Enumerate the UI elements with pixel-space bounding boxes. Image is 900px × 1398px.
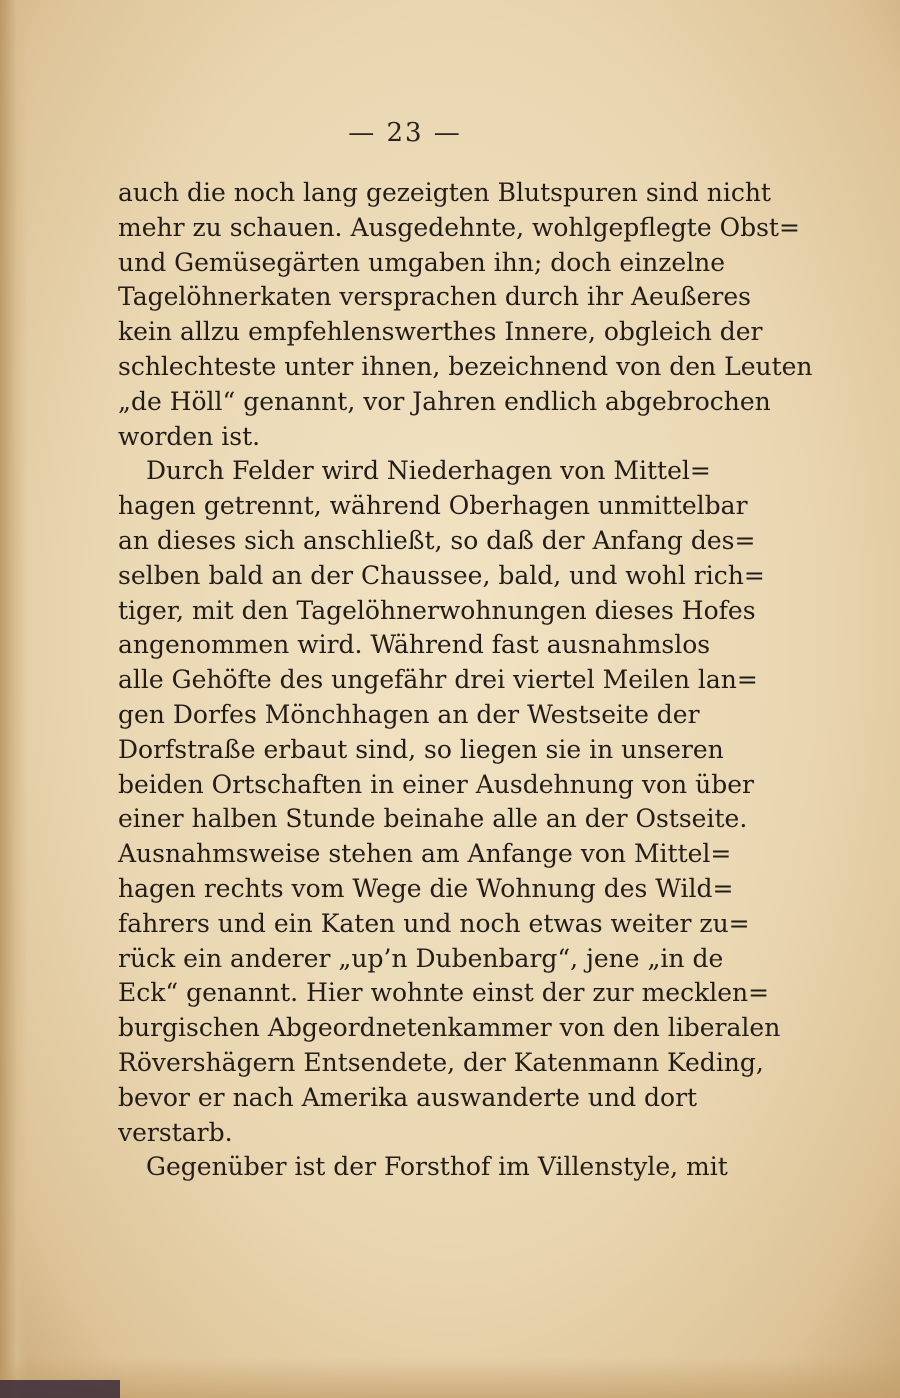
text-line: verstarb. [118,1117,233,1147]
text-line: Rövershägern Entsendete, der Katenmann Keding, [118,1047,764,1077]
text-line: rück ein anderer „up’n Dubenbarg“, jene „in de [118,943,724,973]
page-bottom-shading [0,1358,900,1398]
paragraph-2 [118,454,781,1150]
text-line: auch die noch lang gezeigten Blutspuren sind nicht [118,178,771,207]
text-line: angenommen wird. Während fast ausnahmslos [118,630,711,660]
text-line: Gegenüber ist der Forsthof im Villenstyle, mit [146,1152,728,1182]
text-line: selben bald an der Chaussee, bald, und wohl rich= [118,560,765,590]
paragraph-3 [118,1150,728,1185]
text-line: und Gemüsegärten umgaben ihn; doch einzelne [118,247,726,277]
text-line: Durch Felder wird Niederhagen von Mittel= [146,456,711,486]
page-number: — 23 — [348,118,462,148]
text-line: gen Dorfes Mönchhagen an der Westseite der [118,699,700,729]
text-line: hagen getrennt, während Oberhagen unmittelbar [118,491,748,521]
body-text [118,176,813,1185]
text-line: Ausnahmsweise stehen am Anfange von Mittel= [118,839,732,869]
text-line: an dieses sich anschließt, so daß der Anfang des= [118,525,756,555]
text-line: schlechteste unter ihnen, bezeichnend von den Leuten [118,351,813,381]
paragraph-1 [118,176,813,454]
text-line: Eck“ genannt. Hier wohnte einst der zur mecklen= [118,978,770,1008]
text-line: bevor er nach Amerika auswanderte und dort [118,1082,698,1112]
text-line: alle Gehöfte des ungefähr drei viertel Meilen lan= [118,665,758,695]
text-line: Tagelöhnerkaten versprachen durch ihr Aeußeres [118,282,751,312]
page-edge-shading [0,0,28,1398]
text-line: hagen rechts vom Wege die Wohnung des Wild= [118,873,734,903]
text-line: „de Höll“ genannt, vor Jahren endlich abgebrochen [118,386,771,416]
text-line: kein allzu empfehlenswerthes Innere, obgleich der [118,317,763,347]
text-line: tiger, mit den Tagelöhnerwohnungen dieses Hofes [118,595,756,625]
text-line: worden ist. [118,421,261,451]
text-line: beiden Ortschaften in einer Ausdehnung von über [118,769,754,799]
text-line: mehr zu schauen. Ausgedehnte, wohlgepflegte Obst= [118,212,800,242]
text-line: Dorfstraße erbaut sind, so liegen sie in unseren [118,734,724,764]
text-line: fahrers und ein Katen und noch etwas weiter zu= [118,908,750,938]
text-line: burgischen Abgeordnetenkammer von den liberalen [118,1013,781,1043]
text-line: einer halben Stunde beinahe alle an der Ostseite. [118,804,748,834]
binding-shadow [0,1380,120,1398]
